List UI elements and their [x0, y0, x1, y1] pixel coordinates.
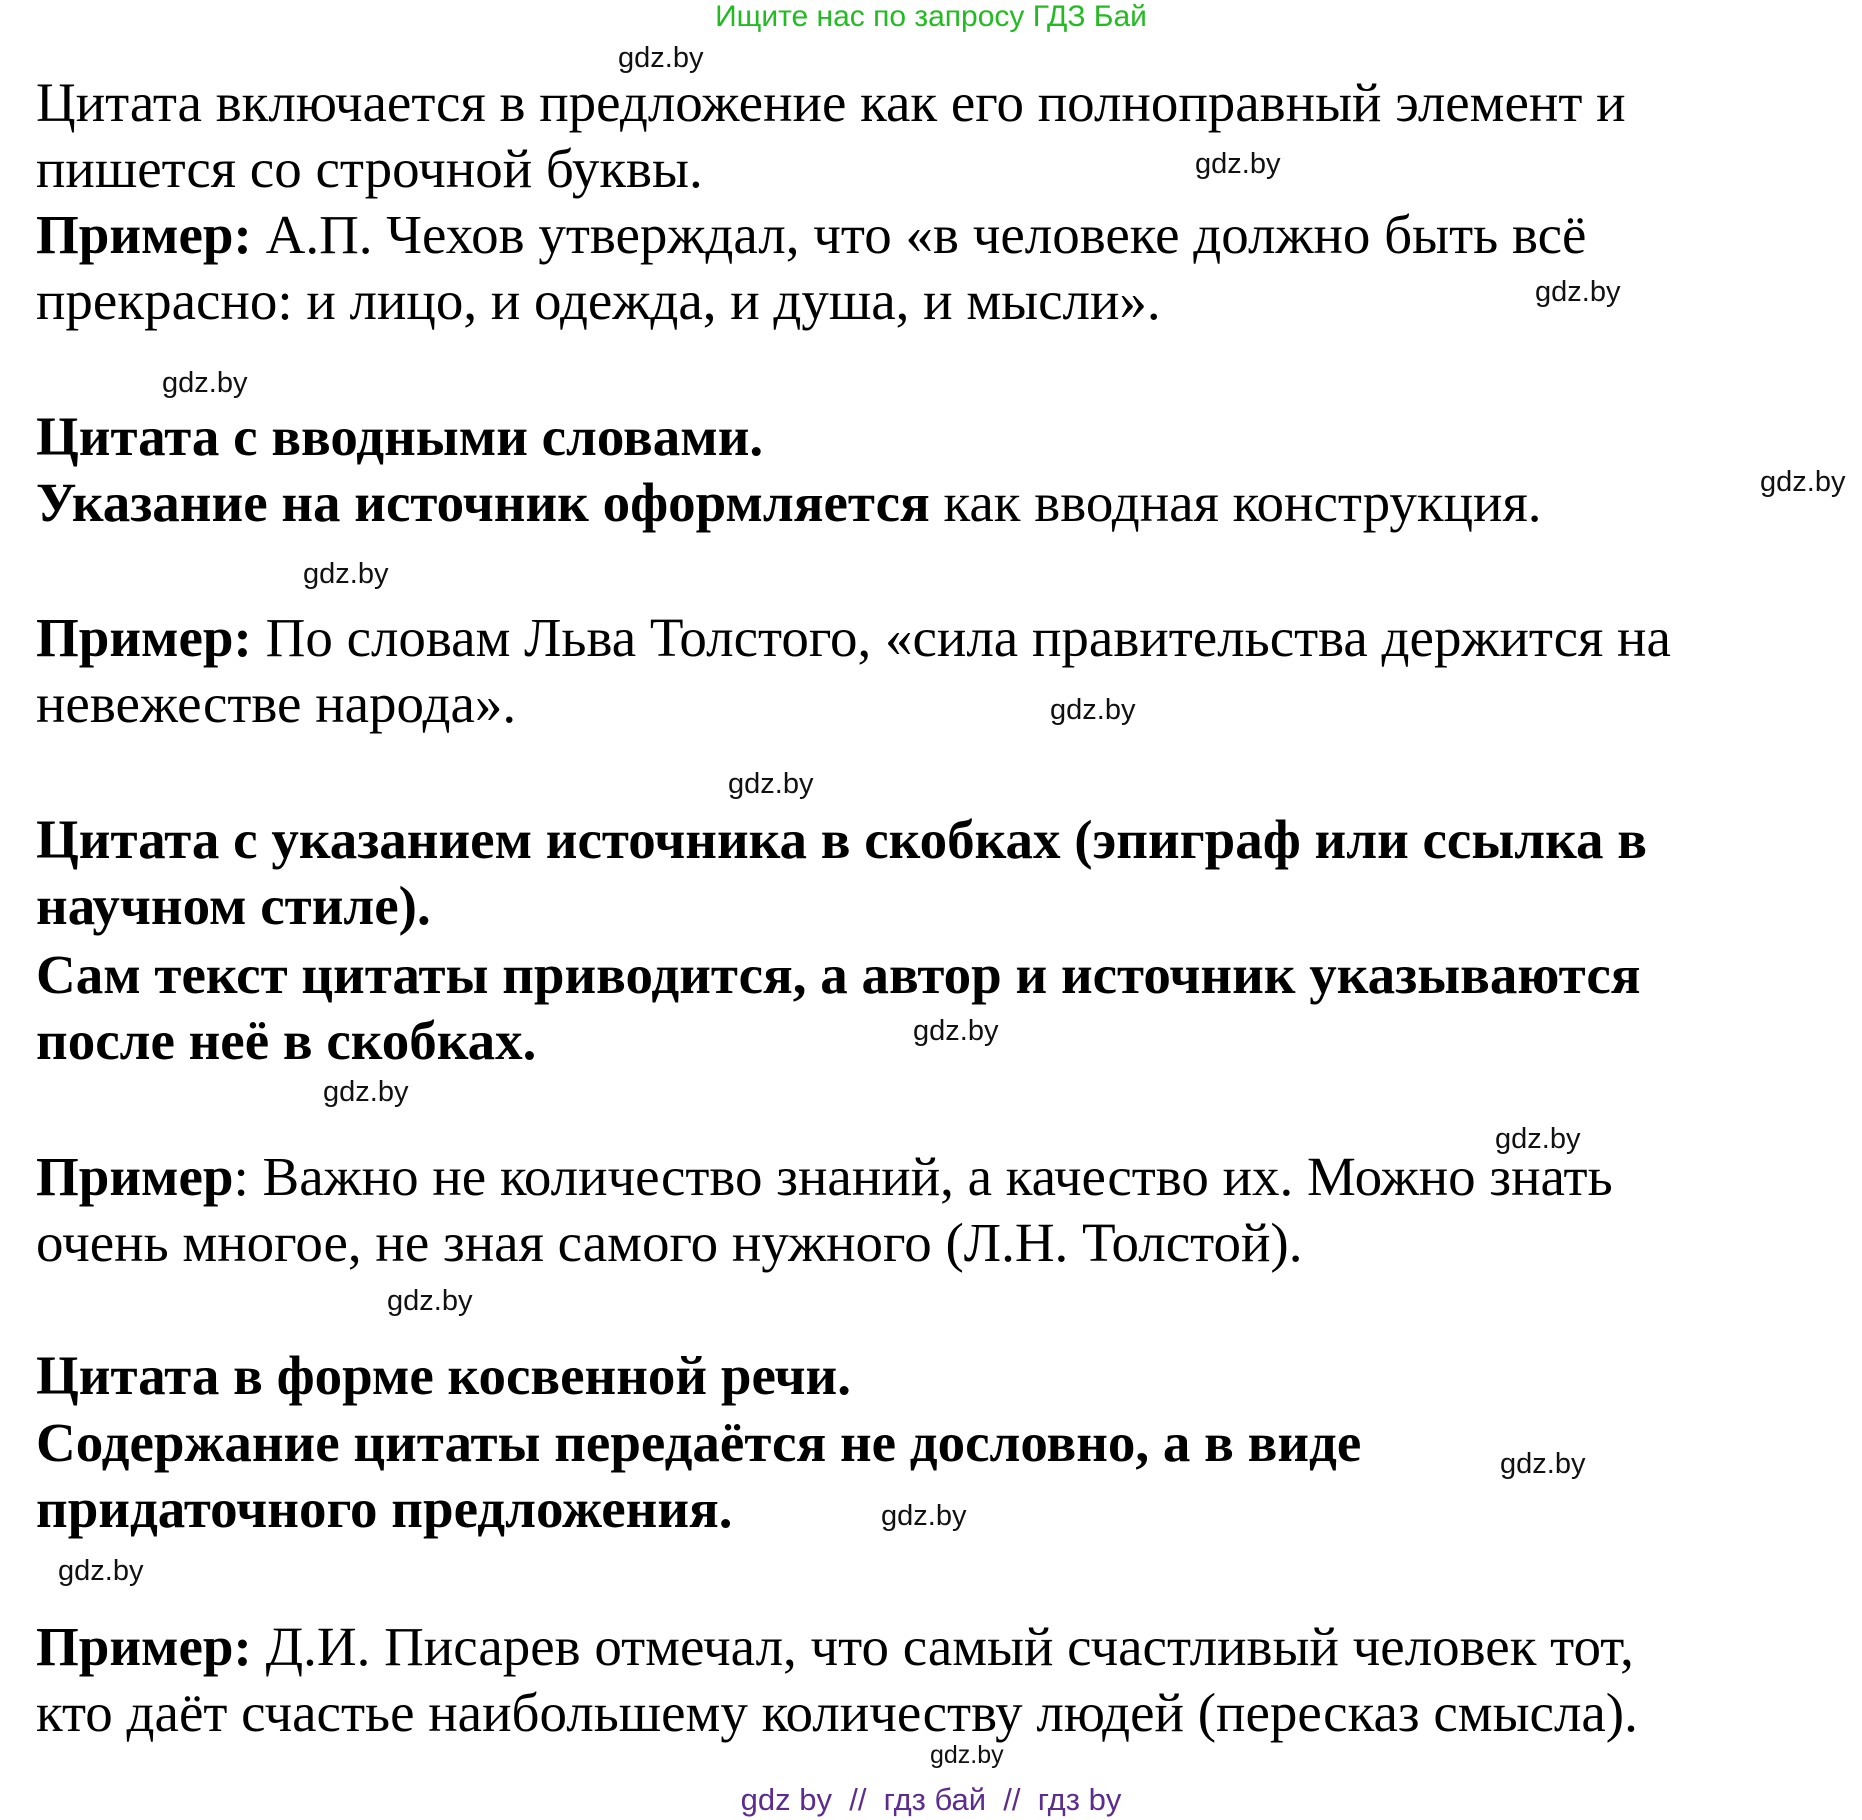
text-line [36, 470, 1542, 536]
watermark: gdz.by [1495, 1123, 1581, 1155]
section-heading: Цитата с указанием источника в скобках (эпиграф или ссылка в [36, 809, 1647, 870]
example-label: Пример [36, 1146, 234, 1207]
footer-watermark: gdz by // гдз бай // гдз by [740, 1782, 1122, 1817]
example-text: А.П. Чехов утверждал, что «в человеке должно быть всё [251, 204, 1587, 265]
watermark: gdz.by [728, 768, 814, 800]
section-heading: придаточного предложения. [36, 1478, 733, 1539]
watermark: gdz.by [58, 1555, 144, 1587]
search-banner: Ищите нас по запросу ГДЗ Бай [715, 0, 1147, 33]
text-line: Цитата включается в предложение как его полноправный элемент и [36, 72, 1626, 133]
section-heading: Сам текст цитаты приводится, а автор и источник указываются [36, 944, 1641, 1005]
example-line: невежестве народа». [36, 673, 517, 734]
section-heading: Цитата в форме косвенной речи. [36, 1345, 851, 1406]
example-line [36, 1614, 1634, 1680]
watermark: gdz.by [1500, 1448, 1586, 1480]
watermark: gdz.by [323, 1076, 409, 1108]
example-text: По словам Льва Толстого, «сила правительства держится на [251, 607, 1671, 668]
watermark: gdz.by [162, 367, 248, 399]
section-heading: Цитата с вводными словами. [36, 406, 764, 467]
section-heading: после неё в скобках. [36, 1010, 537, 1071]
section-heading: Содержание цитаты передаётся не дословно, а в виде [36, 1412, 1362, 1473]
watermark: gdz.by [1195, 148, 1281, 180]
text-rest: как вводная конструкция. [929, 472, 1542, 533]
example-line: прекрасно: и лицо, и одежда, и душа, и мысли». [36, 270, 1161, 331]
example-text: Д.И. Писарев отмечал, что самый счастливый человек тот, [251, 1616, 1634, 1677]
watermark: gdz.by [387, 1285, 473, 1317]
watermark: gdz.by [881, 1500, 967, 1532]
bold-phrase: Указание на источник оформляется [36, 472, 930, 533]
watermark: gdz.by [618, 42, 704, 74]
watermark: gdz.by [913, 1015, 999, 1047]
watermark: gdz.by [303, 558, 389, 590]
example-text: : Важно не количество знаний, а качество их. Можно знать [233, 1146, 1613, 1207]
example-line [36, 1144, 1613, 1210]
section-heading: научном стиле). [36, 875, 431, 936]
example-line [36, 605, 1671, 671]
example-label: Пример: [36, 1616, 252, 1677]
example-line [36, 202, 1586, 268]
watermark: gdz.by [930, 1741, 1004, 1769]
watermark: gdz.by [1050, 694, 1136, 726]
watermark: gdz.by [1535, 276, 1621, 308]
example-line: очень многое, не зная самого нужного (Л.Н. Толстой). [36, 1212, 1303, 1273]
text-line: пишется со строчной буквы. [36, 138, 703, 199]
example-line: кто даёт счастье наибольшему количеству людей (пересказ смысла). [36, 1682, 1638, 1743]
watermark: gdz.by [1760, 466, 1846, 498]
example-label: Пример: [36, 204, 252, 265]
example-label: Пример: [36, 607, 252, 668]
